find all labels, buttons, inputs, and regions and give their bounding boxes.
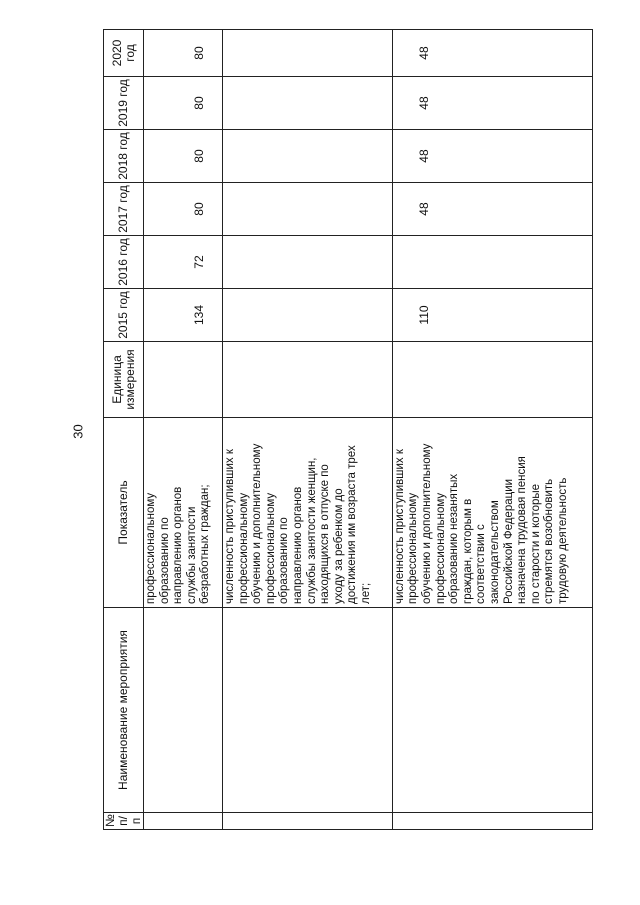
value-2018: 48: [392, 130, 592, 183]
header-indicator: Показатель: [104, 418, 144, 608]
value-2016: [392, 236, 592, 289]
indicator-cell: профессиональному образованию по направлению органов службы занятости безработных граждан;: [144, 418, 223, 608]
table-row: [392, 30, 592, 830]
unit-cell: [223, 342, 393, 418]
header-row: [104, 30, 144, 830]
page-number: 30: [70, 424, 86, 439]
value-2018: [223, 130, 393, 183]
value-2017: [223, 183, 393, 236]
value-2017: 48: [392, 183, 592, 236]
row-name-cell: [144, 608, 223, 813]
value-2020: 48: [392, 30, 592, 77]
indicator-cell: численность приступивших к профессиональному обучению и дополнительному профессиональному образованию по направлению органов службы занятости женщин, находящихся в отпуске по уходу за ребенком до достижения им возраста трех лет;: [223, 418, 393, 608]
table-row: [223, 30, 393, 830]
row-num-cell: [144, 813, 223, 830]
value-2019: [223, 77, 393, 130]
header-2015: 2015 год: [104, 289, 144, 342]
header-2016: 2016 год: [104, 236, 144, 289]
row-num-cell: [223, 813, 393, 830]
indicator-cell: численность приступивших к профессиональному обучению и дополнительному профессиональному образованию незанятых граждан, которым в соответствии с законодательством Российской Федерации назначена трудовая пенсия по старости и которые стремятся возобновить трудовую деятельность: [392, 418, 592, 608]
header-unit: Единица измерения: [104, 342, 144, 418]
value-2016: 72: [144, 236, 223, 289]
value-2015: 110: [392, 289, 592, 342]
header-2020: 2020 год: [104, 30, 144, 77]
value-2019: 48: [392, 77, 592, 130]
header-name: Наименование мероприятия: [104, 608, 144, 813]
value-2015: 134: [144, 289, 223, 342]
value-2019: 80: [144, 77, 223, 130]
header-2019: 2019 год: [104, 77, 144, 130]
indicators-table: [103, 29, 593, 830]
value-2020: [223, 30, 393, 77]
rotated-table-container: [103, 30, 593, 830]
table-row: [144, 30, 223, 830]
header-2018: 2018 год: [104, 130, 144, 183]
row-name-cell: [392, 608, 592, 813]
value-2020: 80: [144, 30, 223, 77]
row-num-cell: [392, 813, 592, 830]
row-name-cell: [223, 608, 393, 813]
value-2017: 80: [144, 183, 223, 236]
header-num: № п/п: [104, 813, 144, 830]
value-2018: 80: [144, 130, 223, 183]
value-2015: [223, 289, 393, 342]
unit-cell: [392, 342, 592, 418]
unit-cell: [144, 342, 223, 418]
header-2017: 2017 год: [104, 183, 144, 236]
value-2016: [223, 236, 393, 289]
